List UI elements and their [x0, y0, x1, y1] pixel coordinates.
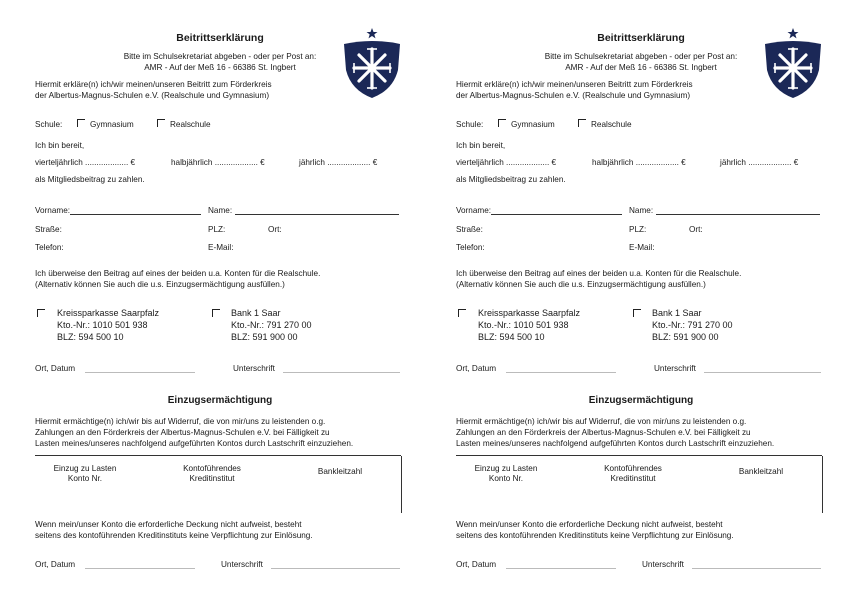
- coverage-line-2: seitens des kontoführenden Kreditinstituts keine Verpflichtung zur Einlösung.: [456, 531, 734, 540]
- halfyear-amount-field[interactable]: halbjährlich ................... €: [171, 158, 265, 167]
- street-label: Straße:: [35, 225, 62, 234]
- last-name-label: Name:: [208, 206, 233, 215]
- signature-input-2[interactable]: [692, 568, 821, 569]
- form-right: [421, 0, 842, 595]
- place-date-input[interactable]: [85, 372, 195, 373]
- bank-2-account: Kto.-Nr.: 791 270 00: [652, 320, 733, 330]
- signature-label-2: Unterschrift: [221, 560, 263, 569]
- column-bank-line-2: Kreditinstitut: [189, 474, 235, 483]
- intro-line-1: Hiermit erkläre(n) ich/wir meinen/unseren Beitritt zum Förderkreis: [456, 80, 693, 89]
- table-top-rule: [456, 455, 822, 456]
- yearly-amount-field[interactable]: jährlich ................... €: [299, 158, 378, 167]
- quarterly-amount-field[interactable]: vierteljährlich ................... €: [35, 158, 136, 167]
- coverage-line-1: Wenn mein/unser Konto die erforderliche Deckung nicht aufweist, besteht: [456, 520, 723, 529]
- checkbox-gymnasium[interactable]: [498, 119, 506, 127]
- last-name-input[interactable]: [235, 214, 399, 215]
- pledge-text: Ich bin bereit,: [456, 141, 506, 150]
- mailing-address: AMR - Auf der Meß 16 - 66386 St. Ingbert: [144, 63, 296, 72]
- column-account-line-2: Konto Nr.: [488, 474, 524, 483]
- school-option-realschule: Realschule: [591, 120, 632, 129]
- signature-label: Unterschrift: [654, 364, 696, 373]
- mandate-line-2: Zahlungen an den Förderkreis der Albertus-Magnus-Schulen e.V. bei Fälligkeit zu: [35, 428, 330, 437]
- column-bank-line-1: Kontoführendes: [183, 464, 241, 473]
- first-name-input[interactable]: [70, 214, 201, 215]
- school-crest-icon: [762, 26, 824, 100]
- mandate-line-1: Hiermit ermächtige(n) ich/wir bis auf Widerruf, die von mir/uns zu leistenden o.g.: [35, 417, 326, 426]
- halfyear-amount-field[interactable]: halbjährlich ................... €: [592, 158, 686, 167]
- mandate-title: Einzugsermächtigung: [588, 395, 694, 406]
- table-right-rule: [822, 456, 823, 513]
- column-account-line-1: Einzug zu Lasten: [474, 464, 538, 473]
- signature-label: Unterschrift: [233, 364, 275, 373]
- transfer-line-1: Ich überweise den Beitrag auf eines der beiden u.a. Konten für die Realschule.: [35, 269, 321, 278]
- table-right-rule: [401, 456, 402, 513]
- bank-1-name: Kreissparkasse Saarpfalz: [57, 308, 160, 318]
- place-date-input[interactable]: [506, 372, 616, 373]
- school-option-gymnasium: Gymnasium: [90, 120, 134, 129]
- mandate-title: Einzugsermächtigung: [167, 395, 273, 406]
- checkbox-bank-2[interactable]: [212, 309, 220, 317]
- place-date-label: Ort, Datum: [35, 364, 76, 373]
- column-bank-line-1: Kontoführendes: [604, 464, 662, 473]
- transfer-line-1: Ich überweise den Beitrag auf eines der beiden u.a. Konten für die Realschule.: [456, 269, 742, 278]
- bank-1-blz: BLZ: 594 500 10: [57, 332, 124, 342]
- phone-label: Telefon:: [456, 243, 485, 252]
- email-label: E-Mail:: [629, 243, 655, 252]
- table-top-rule: [35, 455, 401, 456]
- checkbox-bank-1[interactable]: [458, 309, 466, 317]
- checkbox-realschule[interactable]: [578, 119, 586, 127]
- checkbox-bank-1[interactable]: [37, 309, 45, 317]
- column-bank-line-2: Kreditinstitut: [610, 474, 656, 483]
- city-label: Ort:: [268, 225, 282, 234]
- city-label: Ort:: [689, 225, 703, 234]
- email-label: E-Mail:: [208, 243, 234, 252]
- pledge-text: Ich bin bereit,: [35, 141, 85, 150]
- zip-label: PLZ:: [629, 225, 647, 234]
- first-name-label: Vorname:: [456, 206, 492, 215]
- signature-input[interactable]: [704, 372, 821, 373]
- bank-1-account: Kto.-Nr.: 1010 501 938: [478, 320, 569, 330]
- form-title: Beitrittserklärung: [176, 32, 264, 44]
- mandate-line-1: Hiermit ermächtige(n) ich/wir bis auf Widerruf, die von mir/uns zu leistenden o.g.: [456, 417, 747, 426]
- place-date-label-2: Ort, Datum: [456, 560, 497, 569]
- school-option-realschule: Realschule: [170, 120, 211, 129]
- place-date-label-2: Ort, Datum: [35, 560, 76, 569]
- transfer-line-2: (Alternativ können Sie auch die u.s. Einzugsermächtigung ausfüllen.): [456, 280, 706, 289]
- bank-2-blz: BLZ: 591 900 00: [652, 332, 719, 342]
- first-name-label: Vorname:: [35, 206, 71, 215]
- checkbox-bank-2[interactable]: [633, 309, 641, 317]
- last-name-label: Name:: [629, 206, 654, 215]
- school-label: Schule:: [35, 120, 63, 129]
- first-name-input[interactable]: [491, 214, 622, 215]
- transfer-line-2: (Alternativ können Sie auch die u.s. Einzugsermächtigung ausfüllen.): [35, 280, 285, 289]
- bank-2-account: Kto.-Nr.: 791 270 00: [231, 320, 312, 330]
- mailing-address: AMR - Auf der Meß 16 - 66386 St. Ingbert: [565, 63, 717, 72]
- intro-line-1: Hiermit erkläre(n) ich/wir meinen/unseren Beitritt zum Förderkreis: [35, 80, 272, 89]
- column-account-line-2: Konto Nr.: [67, 474, 103, 483]
- form-title: Beitrittserklärung: [597, 32, 685, 44]
- yearly-amount-field[interactable]: jährlich ................... €: [720, 158, 799, 167]
- fee-note: als Mitgliedsbeitrag zu zahlen.: [456, 175, 566, 184]
- intro-line-2: der Albertus-Magnus-Schulen e.V. (Realschule und Gymnasium): [35, 91, 270, 100]
- intro-line-2: der Albertus-Magnus-Schulen e.V. (Realschule und Gymnasium): [456, 91, 691, 100]
- column-account-line-1: Einzug zu Lasten: [53, 464, 117, 473]
- checkbox-realschule[interactable]: [157, 119, 165, 127]
- coverage-line-1: Wenn mein/unser Konto die erforderliche Deckung nicht aufweist, besteht: [35, 520, 302, 529]
- signature-label-2: Unterschrift: [642, 560, 684, 569]
- column-bank-code: Bankleitzahl: [738, 467, 784, 476]
- place-date-label: Ort, Datum: [456, 364, 497, 373]
- checkbox-gymnasium[interactable]: [77, 119, 85, 127]
- school-crest-icon: [341, 26, 403, 100]
- mandate-line-3: Lasten meines/unseres nachfolgend aufgeführten Kontos durch Lastschrift einzuziehen.: [456, 439, 775, 448]
- mandate-line-2: Zahlungen an den Förderkreis der Albertus-Magnus-Schulen e.V. bei Fälligkeit zu: [456, 428, 751, 437]
- place-date-input-2[interactable]: [506, 568, 616, 569]
- quarterly-amount-field[interactable]: vierteljährlich ................... €: [456, 158, 557, 167]
- mandate-line-3: Lasten meines/unseres nachfolgend aufgeführten Kontos durch Lastschrift einzuziehen.: [35, 439, 354, 448]
- signature-input[interactable]: [283, 372, 400, 373]
- place-date-input-2[interactable]: [85, 568, 195, 569]
- street-label: Straße:: [456, 225, 483, 234]
- bank-2-blz: BLZ: 591 900 00: [231, 332, 298, 342]
- school-option-gymnasium: Gymnasium: [511, 120, 555, 129]
- signature-input-2[interactable]: [271, 568, 400, 569]
- phone-label: Telefon:: [35, 243, 64, 252]
- bank-2-name: Bank 1 Saar: [231, 308, 281, 318]
- bank-1-name: Kreissparkasse Saarpfalz: [478, 308, 581, 318]
- submit-note: Bitte im Schulsekretariat abgeben - oder per Post an:: [544, 52, 738, 61]
- bank-1-account: Kto.-Nr.: 1010 501 938: [57, 320, 148, 330]
- coverage-line-2: seitens des kontoführenden Kreditinstituts keine Verpflichtung zur Einlösung.: [35, 531, 313, 540]
- bank-2-name: Bank 1 Saar: [652, 308, 702, 318]
- bank-1-blz: BLZ: 594 500 10: [478, 332, 545, 342]
- fee-note: als Mitgliedsbeitrag zu zahlen.: [35, 175, 145, 184]
- school-label: Schule:: [456, 120, 484, 129]
- submit-note: Bitte im Schulsekretariat abgeben - oder per Post an:: [123, 52, 317, 61]
- column-bank-code: Bankleitzahl: [317, 467, 363, 476]
- zip-label: PLZ:: [208, 225, 226, 234]
- last-name-input[interactable]: [656, 214, 820, 215]
